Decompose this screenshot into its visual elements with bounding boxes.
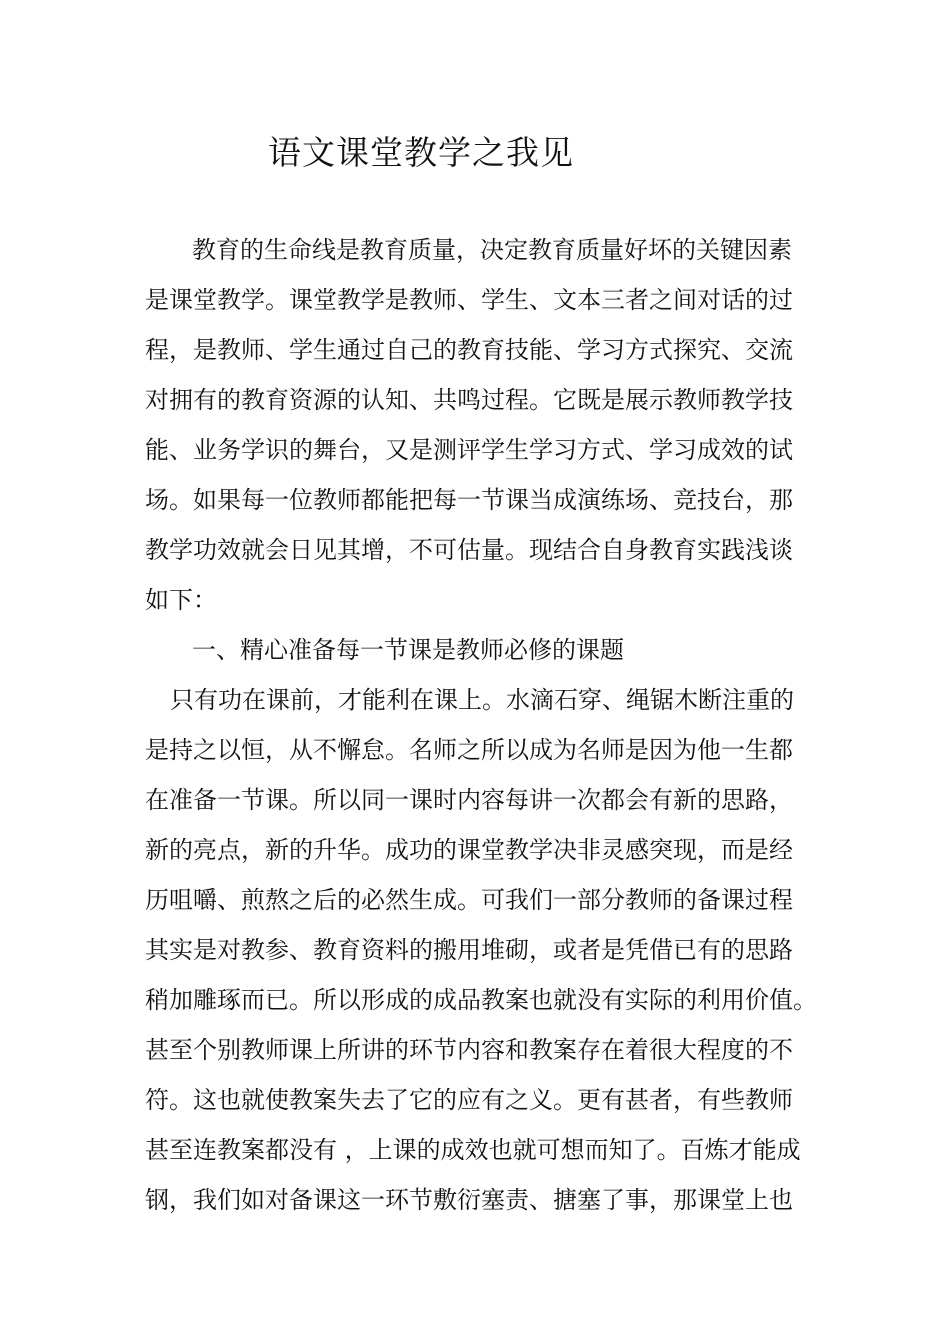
paragraph-line: 符。这也就使教案失去了它的应有之义。更有甚者，有些教师 — [145, 1086, 793, 1114]
paragraph-line: 是课堂教学。课堂教学是教师、学生、文本三者之间对话的过 — [145, 286, 793, 314]
paragraph-line: 甚至个别教师课上所讲的环节内容和教案存在着很大程度的不 — [145, 1036, 793, 1064]
paragraph-line: 如下： — [145, 586, 217, 614]
paragraph-line: 甚至连教案都没有 ，上课的成效也就可想而知了。百炼才能成 — [145, 1136, 801, 1164]
paragraph-line: 场。如果每一位教师都能把每一节课当成演练场、竞技台，那 — [145, 486, 793, 514]
paragraph-line: 只有功在课前，才能利在课上。水滴石穿、绳锯木断注重的 — [170, 686, 794, 714]
paragraph-line: 稍加雕琢而已。所以形成的成品教案也就没有实际的利用价值。 — [145, 986, 817, 1014]
paragraph-line: 新的亮点，新的升华。成功的课堂教学决非灵感突现，而是经 — [145, 836, 793, 864]
paragraph-line: 其实是对教参、教育资料的搬用堆砌，或者是凭借已有的思路 — [145, 936, 793, 964]
paragraph-line: 教育的生命线是教育质量，决定教育质量好坏的关键因素 — [192, 236, 792, 264]
paragraph-line: 历咀嚼、煎熬之后的必然生成。可我们一部分教师的备课过程 — [145, 886, 793, 914]
paragraph-line: 对拥有的教育资源的认知、共鸣过程。它既是展示教师教学技 — [145, 386, 793, 414]
paragraph-line: 能、业务学识的舞台，又是测评学生学习方式、学习成效的试 — [145, 436, 793, 464]
document-title: 语文课堂教学之我见 — [268, 133, 574, 172]
paragraph-line: 在准备一节课。所以同一课时内容每讲一次都会有新的思路， — [145, 786, 793, 814]
section-heading: 一、精心准备每一节课是教师必修的课题 — [192, 636, 624, 664]
paragraph-line: 是持之以恒，从不懈怠。名师之所以成为名师是因为他一生都 — [145, 736, 793, 764]
paragraph-line: 钢，我们如对备课这一环节敷衍塞责、搪塞了事，那课堂上也 — [145, 1186, 793, 1214]
paragraph-line: 教学功效就会日见其增，不可估量。现结合自身教育实践浅谈 — [145, 536, 793, 564]
paragraph-line: 程，是教师、学生通过自己的教育技能、学习方式探究、交流 — [145, 336, 793, 364]
